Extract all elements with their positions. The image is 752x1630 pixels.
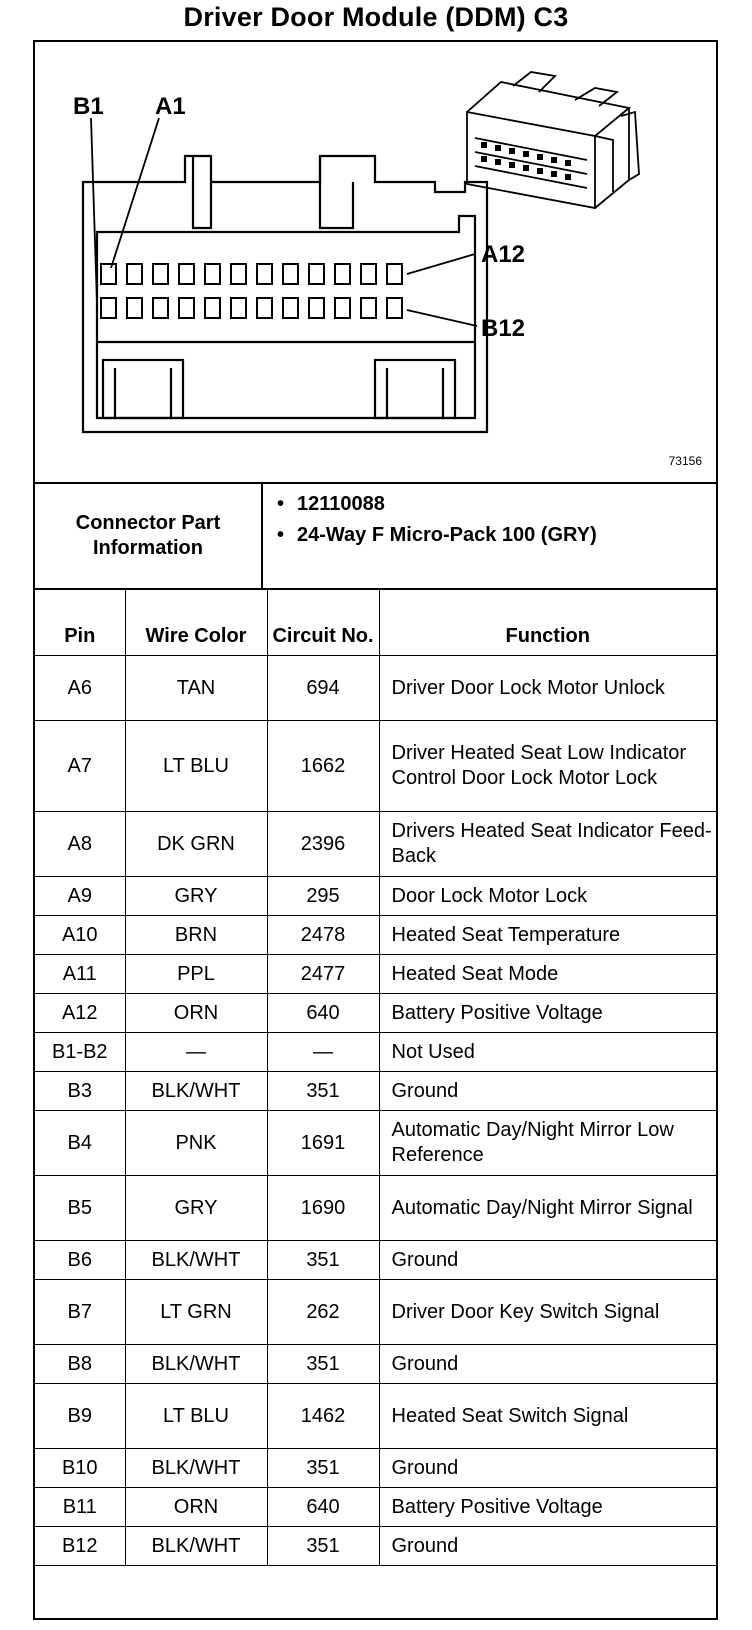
part-description: • 24-Way F Micro-Pack 100 (GRY)	[267, 523, 597, 548]
table-row	[35, 994, 716, 1033]
header-wire-color: Wire Color	[125, 589, 267, 656]
circuit-cell: —	[267, 1033, 379, 1072]
table-row	[35, 1488, 716, 1527]
circuit-cell: 640	[267, 1488, 379, 1527]
table-row	[35, 1176, 716, 1241]
header-pin: Pin	[35, 589, 125, 656]
wire-color-cell: PPL	[125, 955, 267, 994]
pin-cell: B1-B2	[35, 1033, 125, 1072]
table-row	[35, 1527, 716, 1566]
pin-cell: B9	[35, 1384, 125, 1449]
pin-cell: B7	[35, 1280, 125, 1345]
table-row	[35, 1072, 716, 1111]
table-body	[35, 656, 716, 1566]
function-cell: Heated Seat Mode	[379, 955, 716, 994]
function-cell: Heated Seat Temperature	[379, 916, 716, 955]
pin-row-a	[101, 264, 402, 284]
label-a1: A1	[155, 93, 186, 120]
circuit-cell: 351	[267, 1527, 379, 1566]
wire-color-cell: LT BLU	[125, 721, 267, 812]
pin-cell: A6	[35, 656, 125, 721]
circuit-cell: 351	[267, 1072, 379, 1111]
wire-color-cell: BRN	[125, 916, 267, 955]
connector-outline	[83, 156, 487, 432]
table-row	[35, 877, 716, 916]
label-a12: A12	[481, 241, 526, 268]
pin-cell: B3	[35, 1072, 125, 1111]
table-header-row	[35, 589, 716, 656]
pin-cell: B5	[35, 1176, 125, 1241]
wire-color-cell: BLK/WHT	[125, 1527, 267, 1566]
function-cell: Ground	[379, 1527, 716, 1566]
function-cell: Ground	[379, 1449, 716, 1488]
function-cell: Driver Door Lock Motor Unlock	[379, 656, 716, 721]
wire-color-cell: ORN	[125, 994, 267, 1033]
circuit-cell: 1662	[267, 721, 379, 812]
table-row	[35, 1345, 716, 1384]
header-circuit-no: Circuit No.	[267, 589, 379, 656]
function-cell: Driver Heated Seat Low Indicator Control Door Lock Motor Lock	[379, 721, 716, 812]
table-row	[35, 1111, 716, 1176]
circuit-cell: 351	[267, 1449, 379, 1488]
circuit-cell: 351	[267, 1241, 379, 1280]
circuit-cell: 1690	[267, 1176, 379, 1241]
pin-cell: B6	[35, 1241, 125, 1280]
wire-color-cell: LT GRN	[125, 1280, 267, 1345]
pin-cell: A7	[35, 721, 125, 812]
table-row	[35, 812, 716, 877]
wire-color-cell: BLK/WHT	[125, 1449, 267, 1488]
connector-diagram	[35, 42, 716, 484]
table-row	[35, 916, 716, 955]
function-cell: Drivers Heated Seat Indicator Feed-Back	[379, 812, 716, 877]
pinout-table	[35, 588, 716, 1566]
leader-a12	[407, 254, 475, 274]
circuit-cell: 640	[267, 994, 379, 1033]
function-cell: Ground	[379, 1345, 716, 1384]
circuit-cell: 351	[267, 1345, 379, 1384]
function-cell: Not Used	[379, 1033, 716, 1072]
leader-b1	[91, 118, 97, 304]
table-row	[35, 1449, 716, 1488]
pin-cell: A12	[35, 994, 125, 1033]
latch-right	[320, 156, 353, 228]
function-cell: Driver Door Key Switch Signal	[379, 1280, 716, 1345]
pin-cell: B10	[35, 1449, 125, 1488]
latch-left	[193, 156, 211, 228]
pin-cell: B11	[35, 1488, 125, 1527]
pin-cell: A9	[35, 877, 125, 916]
wire-color-cell: TAN	[125, 656, 267, 721]
table-row	[35, 1280, 716, 1345]
table-row	[35, 1384, 716, 1449]
function-cell: Battery Positive Voltage	[379, 994, 716, 1033]
header-function: Function	[379, 589, 716, 656]
circuit-cell: 2396	[267, 812, 379, 877]
circuit-cell: 1462	[267, 1384, 379, 1449]
wire-color-cell: GRY	[125, 1176, 267, 1241]
table-row	[35, 1241, 716, 1280]
leader-b12	[407, 310, 477, 326]
connector-part-info	[35, 482, 716, 590]
pin-cell: A8	[35, 812, 125, 877]
table-row	[35, 955, 716, 994]
part-number: • 12110088	[267, 492, 597, 517]
pin-cell: A10	[35, 916, 125, 955]
circuit-cell: 694	[267, 656, 379, 721]
circuit-cell: 262	[267, 1280, 379, 1345]
connector-part-label: Connector Part Information	[35, 484, 263, 588]
wire-color-cell: LT BLU	[125, 1384, 267, 1449]
circuit-cell: 295	[267, 877, 379, 916]
wire-color-cell: GRY	[125, 877, 267, 916]
wire-color-cell: PNK	[125, 1111, 267, 1176]
pin-cell: A11	[35, 955, 125, 994]
wire-color-cell: BLK/WHT	[125, 1072, 267, 1111]
function-cell: Ground	[379, 1072, 716, 1111]
pin-cell: B8	[35, 1345, 125, 1384]
figure-number: 73156	[668, 454, 702, 468]
table-row	[35, 721, 716, 812]
pin-cell: B4	[35, 1111, 125, 1176]
function-cell: Automatic Day/Night Mirror Low Reference	[379, 1111, 716, 1176]
connector-part-list	[267, 492, 597, 554]
pin-row-b	[101, 298, 402, 318]
wire-color-cell: —	[125, 1033, 267, 1072]
leader-a1	[111, 118, 159, 268]
table-row	[35, 1033, 716, 1072]
function-cell: Door Lock Motor Lock	[379, 877, 716, 916]
wire-color-cell: BLK/WHT	[125, 1345, 267, 1384]
label-b12: B12	[481, 315, 526, 342]
table-row	[35, 656, 716, 721]
wire-color-cell: ORN	[125, 1488, 267, 1527]
function-cell: Ground	[379, 1241, 716, 1280]
circuit-cell: 2478	[267, 916, 379, 955]
function-cell: Heated Seat Switch Signal	[379, 1384, 716, 1449]
wire-color-cell: DK GRN	[125, 812, 267, 877]
connector-sheet	[33, 40, 718, 1620]
circuit-cell: 1691	[267, 1111, 379, 1176]
label-b1: B1	[73, 93, 104, 120]
connector-3d-icon	[467, 72, 639, 208]
circuit-cell: 2477	[267, 955, 379, 994]
wire-color-cell: BLK/WHT	[125, 1241, 267, 1280]
function-cell: Automatic Day/Night Mirror Signal	[379, 1176, 716, 1241]
pin-cell: B12	[35, 1527, 125, 1566]
page-title: Driver Door Module (DDM) C3	[183, 2, 569, 32]
function-cell: Battery Positive Voltage	[379, 1488, 716, 1527]
